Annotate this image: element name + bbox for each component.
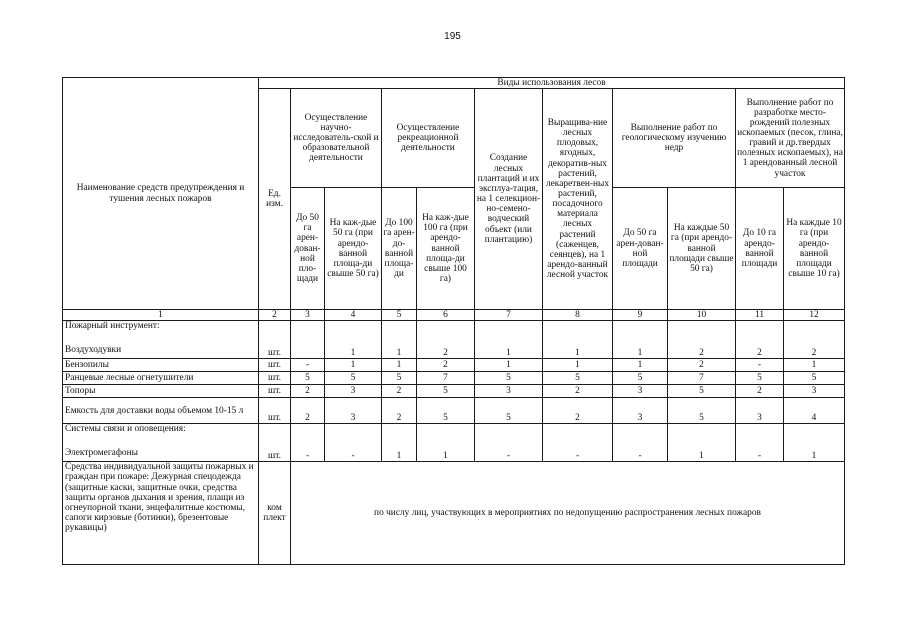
value-cell: - [325, 424, 382, 462]
value-cell: 1 [784, 359, 845, 372]
column-number: 4 [325, 310, 382, 321]
value-cell: 3 [613, 398, 668, 424]
item-name: Бензопилы [63, 359, 259, 372]
section-title: Пожарный инструмент: [65, 321, 160, 332]
value-cell: 2 [784, 321, 845, 359]
unit-cell: шт. [259, 385, 291, 398]
value-cell: 2 [291, 398, 325, 424]
subcol-header: На каж-дые 50 га (при арендо-ванной площа-ди свыше 50 га) [325, 188, 382, 310]
subcol-header: До 50 га арен-дован-ной пло-щади [291, 188, 325, 310]
value-cell: - [736, 359, 784, 372]
subcol-header: До 50 га арен-дован-ной площади [613, 188, 668, 310]
row-name [63, 321, 259, 359]
merged-note-cell: по числу лиц, участвующих в мероприятиях по недопущению распространения лесных пожаров [291, 462, 845, 565]
value-cell: - [613, 424, 668, 462]
value-cell [291, 321, 325, 359]
value-cell: 1 [543, 359, 613, 372]
value-cell: 2 [291, 385, 325, 398]
value-cell: - [736, 424, 784, 462]
value-cell: 3 [325, 398, 382, 424]
column-number-row [63, 310, 845, 321]
value-cell: 5 [325, 372, 382, 385]
value-cell: - [475, 424, 543, 462]
item-name: Средства индивидуальной защиты пожарных и граждан при пожаре: Дежурная спецодежда (защитные каски, защитные очки, средства защиты органов дыхания и зрения, плащи из огнеупорной ткани, энцефалитные костюмы, сапоги кирзовые (ботинки), брезентовые рукавицы) [63, 462, 259, 565]
item-name: Ранцевые лесные огнетушители [63, 372, 259, 385]
value-cell: - [291, 359, 325, 372]
value-cell: 3 [475, 385, 543, 398]
group-header-cultivation: Выращива-ние лесных плодовых, ягодных, декоратив-ных растений, лекаретвен-ных растений, посадочного материала лесных растений (саженцев, сеянцев), на 1 арендо-ванный лесной участок [543, 89, 613, 310]
unit-cell: шт. [259, 359, 291, 372]
item-name: Емкость для доставки воды объемом 10-15 л [63, 398, 259, 424]
value-cell: 5 [543, 372, 613, 385]
col-header-name: Наименование средств предупреждения и тушения лесных пожаров [63, 78, 259, 310]
value-cell: 1 [613, 321, 668, 359]
value-cell: 5 [613, 372, 668, 385]
column-number: 1 [63, 310, 259, 321]
col-header-unit: Ед. изм. [259, 89, 291, 310]
group-header-research: Осуществление научно-исследователь-ской и образовательной деятельности [291, 89, 382, 188]
value-cell: 3 [784, 385, 845, 398]
subcol-header: На каждые 50 га (при арендо-ванной площади свыше 50 га) [668, 188, 736, 310]
value-cell: 3 [613, 385, 668, 398]
value-cell: 1 [382, 321, 417, 359]
value-cell: 2 [417, 359, 475, 372]
value-cell: 5 [417, 385, 475, 398]
value-cell: 2 [382, 385, 417, 398]
table-row [63, 398, 845, 424]
table-row [63, 462, 845, 565]
column-number: 6 [417, 310, 475, 321]
column-number: 11 [736, 310, 784, 321]
value-cell: 1 [784, 424, 845, 462]
column-number: 8 [543, 310, 613, 321]
value-cell: 7 [417, 372, 475, 385]
section-title: Системы связи и оповещения: [65, 424, 186, 435]
value-cell: 2 [736, 321, 784, 359]
item-name: Воздуходувки [65, 345, 122, 356]
value-cell: 2 [736, 385, 784, 398]
group-header-mining: Выполнение работ по разработке место-рождений полезных ископаемых (песок, глина, гравий и др.твердых полезных ископаемых), на 1 арендованный лесной участок [736, 89, 845, 188]
value-cell: 5 [668, 398, 736, 424]
unit-cell: шт. [259, 372, 291, 385]
page-number: 195 [444, 31, 461, 42]
value-cell: 5 [668, 385, 736, 398]
row-name [63, 424, 259, 462]
value-cell: 5 [291, 372, 325, 385]
value-cell: 5 [475, 372, 543, 385]
value-cell: 5 [417, 398, 475, 424]
column-number: 3 [291, 310, 325, 321]
unit-cell: шт. [259, 424, 291, 462]
value-cell: 5 [475, 398, 543, 424]
group-header-geology: Выполнение работ по геологическому изучению недр [613, 89, 736, 188]
value-cell: - [543, 424, 613, 462]
unit-cell: шт. [259, 321, 291, 359]
value-cell: 1 [613, 359, 668, 372]
value-cell: 1 [382, 424, 417, 462]
value-cell: 5 [736, 372, 784, 385]
column-number: 9 [613, 310, 668, 321]
table-row [63, 424, 845, 462]
value-cell: 1 [668, 424, 736, 462]
table-row [63, 321, 845, 359]
table-row [63, 372, 845, 385]
item-name: Электромегафоны [65, 448, 138, 459]
value-cell: 1 [325, 321, 382, 359]
subcol-header: На каждые 10 га (при арендо-ванной площади свыше 10 га) [784, 188, 845, 310]
unit-cell: ком плект [259, 462, 291, 565]
value-cell: 2 [668, 321, 736, 359]
value-cell: 1 [382, 359, 417, 372]
value-cell: 7 [668, 372, 736, 385]
column-number: 10 [668, 310, 736, 321]
value-cell: 1 [325, 359, 382, 372]
column-number: 2 [259, 310, 291, 321]
value-cell: 4 [784, 398, 845, 424]
group-header-plantations: Создание лесных плантаций и их эксплуа-тация, на 1 селекцион-но-семено-водческий объект (или плантацию) [475, 89, 543, 310]
group-header-recreation: Осуществление рекреационной деятельности [382, 89, 475, 188]
value-cell: - [291, 424, 325, 462]
value-cell: 2 [417, 321, 475, 359]
value-cell: 2 [382, 398, 417, 424]
column-number: 12 [784, 310, 845, 321]
value-cell: 3 [325, 385, 382, 398]
value-cell: 2 [668, 359, 736, 372]
item-name: Топоры [63, 385, 259, 398]
table-row [63, 385, 845, 398]
forest-fire-equipment-table [62, 77, 845, 565]
subcol-header: До 100 га арен-до-ванной площа-ди [382, 188, 417, 310]
value-cell: 2 [543, 398, 613, 424]
header-group-forest-use: Виды использования лесов [259, 78, 845, 89]
unit-cell: шт. [259, 398, 291, 424]
value-cell: 3 [736, 398, 784, 424]
value-cell: 5 [382, 372, 417, 385]
subcol-header: До 10 га арендо-ванной площади [736, 188, 784, 310]
subcol-header: На каж-дые 100 га (при арендо-ванной площа-ди свыше 100 га) [417, 188, 475, 310]
value-cell: 5 [784, 372, 845, 385]
column-number: 5 [382, 310, 417, 321]
value-cell: 1 [417, 424, 475, 462]
value-cell: 1 [543, 321, 613, 359]
column-number: 7 [475, 310, 543, 321]
value-cell: 2 [543, 385, 613, 398]
value-cell: 1 [475, 321, 543, 359]
table-row [63, 359, 845, 372]
value-cell: 1 [475, 359, 543, 372]
